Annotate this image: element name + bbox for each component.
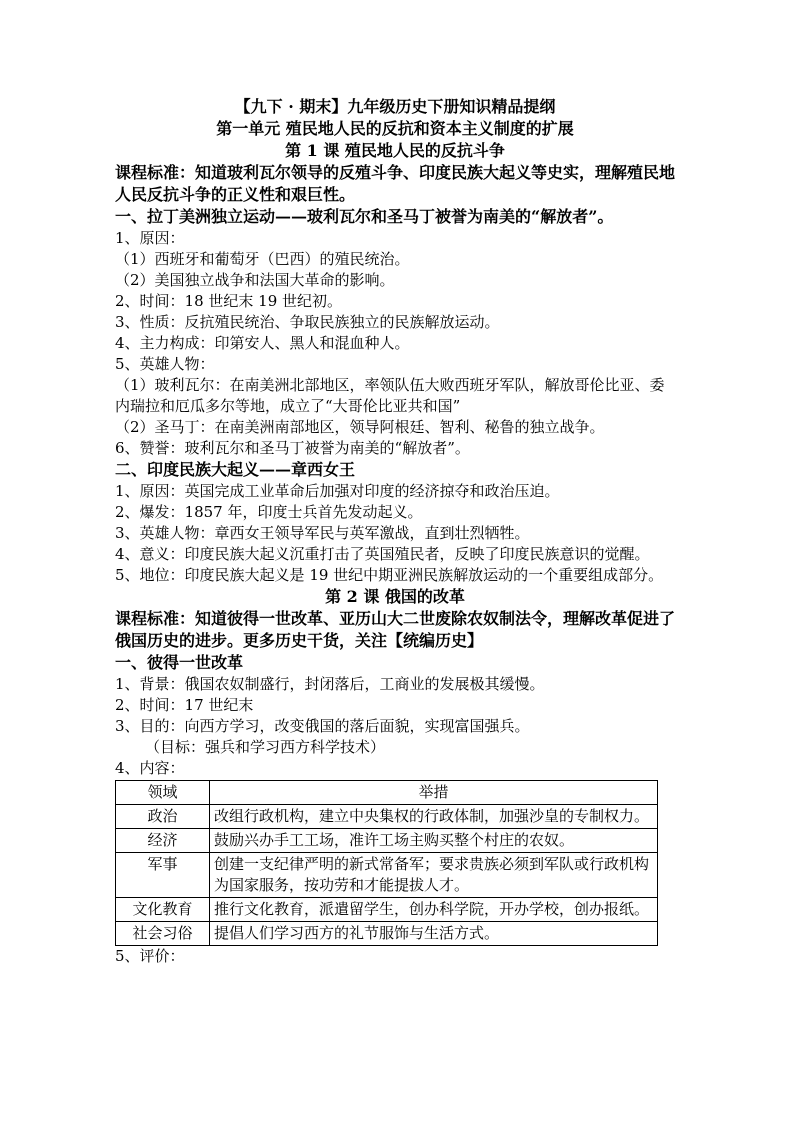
- reform-content-table: [115, 780, 658, 946]
- list-item: 5、英雄人物：: [115, 355, 215, 373]
- list-item: 1、背景：俄国农奴制盛行，封闭落后，工商业的发展极其缓慢。: [115, 675, 545, 693]
- table-cell-measure: 创建一支纪律严明的新式常备军；要求贵族必须到军队或行政机构为国家服务，按功劳和才能提拔人才。: [210, 853, 658, 898]
- table-row: [116, 805, 658, 829]
- list-item: 4、意义：印度民族大起义沉重打击了英国殖民者，反映了印度民族意识的觉醒。: [115, 545, 650, 563]
- list-item: 3、英雄人物：章西女王领导军民与英军激战，直到壮烈牺牲。: [115, 524, 530, 542]
- lesson1-standard: 课程标准：知道玻利瓦尔领导的反殖斗争、印度民族大起义等史实，理解殖民地人民反抗斗争的正义性和艰巨性。: [115, 163, 676, 204]
- table-header-cell: 举措: [210, 781, 658, 805]
- table-header-row: [116, 781, 658, 805]
- table-cell-measure: 改组行政机构，建立中央集权的行政体制，加强沙皇的专制权力。: [210, 805, 658, 829]
- list-item: 2、时间：18 世纪末 19 世纪初。: [115, 292, 343, 310]
- table-row: [116, 829, 658, 853]
- list-item: 6、赞誉：玻利瓦尔和圣马丁被誉为南美的“解放者”。: [115, 439, 470, 457]
- table-cell-measure: 推行文化教育，派遣留学生，创办科学院，开办学校，创办报纸。: [210, 898, 658, 922]
- table-cell-measure: 鼓励兴办手工工场，准许工场主购买整个村庄的农奴。: [210, 829, 658, 853]
- list-item: 4、主力构成：印第安人、黑人和混血种人。: [115, 334, 410, 352]
- table-cell-field: 政治: [116, 805, 210, 829]
- list-item: （1）玻利瓦尔：在南美洲北部地区，率领队伍大败西班牙军队，解放哥伦比亚、委内瑞拉和厄瓜多尔等地，成立了“大哥伦比亚共和国”: [115, 376, 665, 415]
- table-cell-field: 文化教育: [116, 898, 210, 922]
- list-item: 5、地位：印度民族大起义是 19 世纪中期亚洲民族解放运动的一个重要组成部分。: [115, 566, 664, 584]
- list-item: （1）西班牙和葡萄牙（巴西）的殖民统治。: [115, 250, 410, 268]
- list-item: 1、原因：: [115, 229, 185, 247]
- list-item: 1、原因：英国完成工业革命后加强对印度的经济掠夺和政治压迫。: [115, 482, 560, 500]
- unit-title: 第一单元 殖民地人民的反抗和资本主义制度的扩展: [216, 119, 574, 138]
- list-item: （2）美国独立战争和法国大革命的影响。: [115, 271, 395, 289]
- lesson1-title: 第 1 课 殖民地人民的反抗斗争: [285, 141, 505, 160]
- document-page: [115, 96, 675, 967]
- table-cell-field: 社会习俗: [116, 922, 210, 946]
- table-cell-field: 军事: [116, 853, 210, 898]
- table-row: [116, 853, 658, 898]
- lesson2-title: 第 2 课 俄国的改革: [325, 587, 465, 606]
- lesson2-standard: 课程标准：知道彼得一世改革、亚历山大二世废除农奴制法令，理解改革促进了俄国历史的进步。更多历史干货，关注【统编历史】: [115, 609, 676, 650]
- lesson1-section2-heading: 二、印度民族大起义——章西女王: [115, 460, 356, 479]
- table-cell-measure: 提倡人们学习西方的礼节服饰与生活方式。: [210, 922, 658, 946]
- evaluation-label: 5、评价：: [115, 947, 185, 965]
- lesson1-section1-heading: 一、拉丁美洲独立运动——玻利瓦尔和圣马丁被誉为南美的“解放者”。: [115, 207, 614, 226]
- table-row: [116, 898, 658, 922]
- lesson2-section1-heading: 一、彼得一世改革: [115, 653, 244, 672]
- table-header-cell: 领域: [116, 781, 210, 805]
- list-item: 2、爆发：1857 年，印度士兵首先发动起义。: [115, 503, 423, 521]
- list-item: 2、时间：17 世纪末: [115, 696, 254, 714]
- list-item: 3、目的：向西方学习，改变俄国的落后面貌，实现富国强兵。: [115, 717, 530, 735]
- content-label: 4、内容：: [115, 759, 185, 777]
- list-item: （2）圣马丁：在南美洲南部地区，领导阿根廷、智利、秘鲁的独立战争。: [115, 418, 605, 436]
- reform-goal-note: （目标：强兵和学习西方科学技术）: [145, 738, 386, 756]
- lesson1-section1-list: [115, 228, 675, 459]
- lesson2-section1-list: [115, 674, 675, 737]
- table-row: [116, 922, 658, 946]
- list-item: 3、性质：反抗殖民统治、争取民族独立的民族解放运动。: [115, 313, 500, 331]
- table-cell-field: 经济: [116, 829, 210, 853]
- document-title: 【九下 · 期末】九年级历史下册知识精品提纲: [234, 97, 556, 116]
- lesson1-section2-list: [115, 481, 675, 586]
